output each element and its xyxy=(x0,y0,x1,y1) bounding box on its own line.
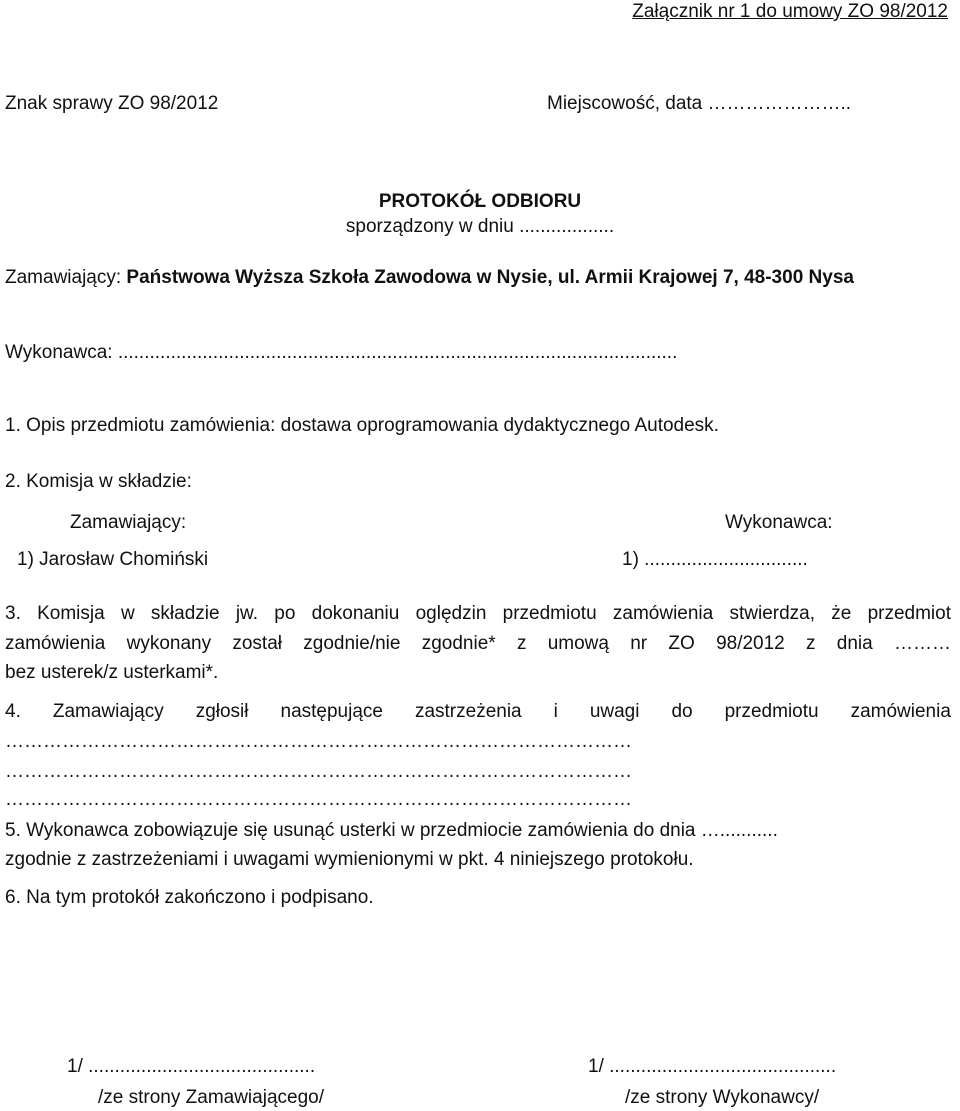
drawn-up-date: sporządzony w dniu .................. xyxy=(345,216,615,237)
committee-orderer-member: 1) Jarosław Chomiński xyxy=(17,549,209,570)
item-3-line-2: zamówienia wykonany został zgodnie/nie zgodnie* z umową nr ZO 98/2012 z dnia ……… xyxy=(5,633,951,654)
item-4-dots-1: ……………………………………………………………………………………… xyxy=(5,731,632,752)
orderer-value: Państwowa Wyższa Szkoła Zawodowa w Nysie, ul. Armii Krajowej 7, 48-300 Nysa xyxy=(126,267,854,288)
signature-caption-contractor: /ze strony Wykonawcy/ xyxy=(625,1087,820,1108)
orderer-line xyxy=(5,266,854,290)
item-1: 1. Opis przedmiotu zamówienia: dostawa oprogramowania dydaktycznego Autodesk. xyxy=(5,415,719,436)
item-4-dots-3: ……………………………………………………………………………………… xyxy=(5,789,632,810)
contractor-line: Wykonawca: .......................................................................................................... xyxy=(5,342,678,363)
case-reference: Znak sprawy ZO 98/2012 xyxy=(5,93,219,114)
document-title: PROTOKÓŁ ODBIORU xyxy=(378,191,582,212)
committee-orderer-label: Zamawiający: xyxy=(70,512,187,533)
item-4-line-1: 4. Zamawiający zgłosił następujące zastrzeżenia i uwagi do przedmiotu zamówienia xyxy=(5,701,951,722)
place-date: Miejscowość, data ………………….. xyxy=(547,93,852,114)
signature-line-contractor: 1/ ........................................... xyxy=(588,1056,837,1077)
committee-contractor-label: Wykonawca: xyxy=(725,512,833,533)
item-5-line-2: zgodnie z zastrzeżeniami i uwagami wymienionymi w pkt. 4 niniejszego protokołu. xyxy=(5,849,694,870)
item-2: 2. Komisja w składzie: xyxy=(5,471,192,492)
orderer-label: Zamawiający: xyxy=(5,267,127,288)
item-3-line-1: 3. Komisja w składzie jw. po dokonaniu oględzin przedmiotu zamówienia stwierdza, że przedmiot xyxy=(5,603,951,624)
item-4-dots-2: ……………………………………………………………………………………… xyxy=(5,761,632,782)
item-6: 6. Na tym protokół zakończono i podpisano. xyxy=(5,887,374,908)
signature-caption-orderer: /ze strony Zamawiającego/ xyxy=(98,1087,324,1108)
committee-contractor-member: 1) ............................... xyxy=(622,549,808,570)
item-3-line-3: bez usterek/z usterkami*. xyxy=(5,662,219,683)
signature-line-orderer: 1/ ........................................... xyxy=(67,1056,316,1077)
annex-reference: Załącznik nr 1 do umowy ZO 98/2012 xyxy=(632,1,948,22)
item-5-line-1: 5. Wykonawca zobowiązuje się usunąć usterki w przedmiocie zamówienia do dnia …........... xyxy=(5,820,778,841)
